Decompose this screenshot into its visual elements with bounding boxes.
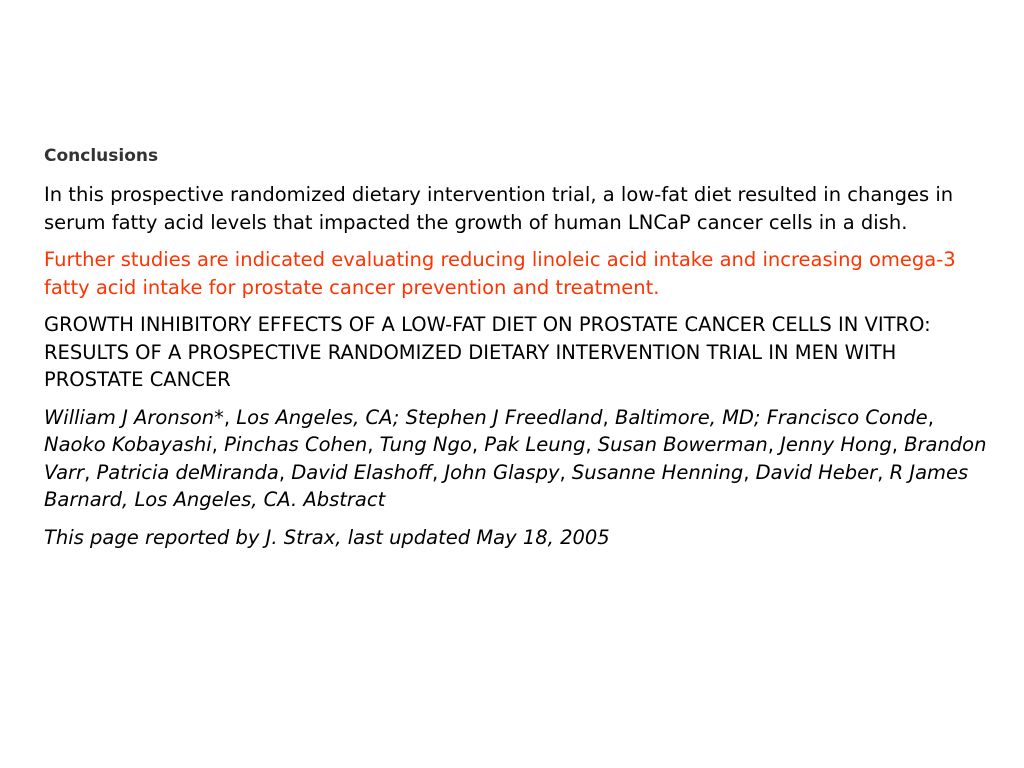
separator: , [471, 433, 479, 456]
author-name: Jenny Hong [773, 433, 892, 456]
author-name: Pak Leung [478, 433, 586, 456]
author-name: Patricia deMiranda [90, 460, 279, 484]
author-name: Baltimore, MD; Francisco Conde [608, 405, 928, 429]
separator: , [877, 460, 884, 484]
author-name: David Elashoff [285, 460, 432, 484]
separator: , [585, 433, 592, 456]
separator: , [743, 460, 750, 484]
author-name: R James Barnard, Los Angeles, CA. Abstract [44, 460, 969, 511]
author-name: John Glaspy [438, 460, 560, 484]
highlight-paragraph: Further studies are indicated evaluating reducing linoleic acid intake and increasing omega-3 fatty acid intake for prostate cancer prevention and treatment. [44, 248, 956, 299]
author-name: Tung Ngo [373, 433, 472, 456]
article-title: GROWTH INHIBITORY EFFECTS OF A LOW-FAT DIET ON PROSTATE CANCER CELLS IN VITRO: RESULTS OF A PROSPECTIVE RANDOMIZED DIETARY INTERVENTION TRIAL IN MEN WITH PROSTATE CANCER [44, 313, 931, 391]
author-name: Pinchas Cohen [217, 433, 368, 456]
author-list [44, 404, 994, 514]
conclusion-paragraph: In this prospective randomized dietary intervention trial, a low-fat diet resulted in changes in serum fatty acid levels that impacted the growth of human LNCaP cancer cells in a dish. [44, 183, 954, 234]
separator: , [891, 433, 898, 456]
separator: , [211, 433, 218, 456]
separator: , [927, 405, 934, 429]
author-name: Los Angeles, CA; Stephen J Freedland [230, 405, 603, 429]
author-name: Susanne Henning [565, 460, 744, 484]
separator: , [602, 405, 609, 429]
separator: , [367, 433, 374, 456]
author-name: David Heber [749, 460, 878, 484]
separator: , [84, 460, 91, 484]
author-name: Susan Bowerman [591, 433, 768, 456]
section-heading: Conclusions [44, 146, 159, 166]
author-name: William J Aronson* [44, 405, 224, 429]
separator: , [278, 460, 286, 484]
separator: , [767, 433, 774, 456]
separator: , [431, 460, 439, 484]
page-footer-note: This page reported by J. Strax, last updated May 18, 2005 [44, 525, 610, 549]
slide-content [44, 143, 994, 561]
separator: , [223, 405, 231, 429]
author-name: Naoko Kobayashi [44, 433, 212, 456]
author-name: Brandon Varr [44, 433, 987, 484]
separator: , [559, 460, 566, 484]
